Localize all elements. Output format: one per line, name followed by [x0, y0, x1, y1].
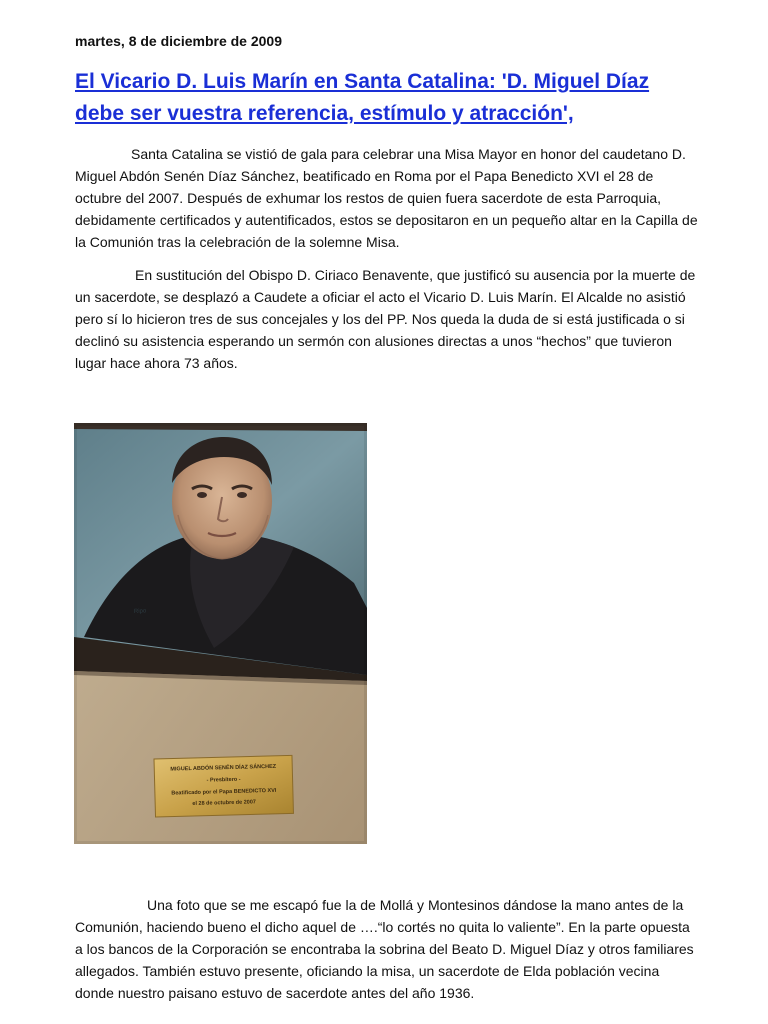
paragraph-3-text: Una foto que se me escapó fue la de Mollá y Montesinos dándose la mano antes de la Comunión, haciendo bueno el dicho aquel de ….“lo cortés no quita lo valiente”. En la parte opuesta a los bancos de la Corporación se encontraba la sobrina del Beato D. Miguel Díaz y otros familiares allegados. También estuvo presente, oficiando la misa, un sacerdote de Elda población vecina donde nuestro paisano estuvo de sacerdote antes del año 1936.	[75, 897, 694, 1001]
post-paragraph-2	[75, 264, 700, 374]
plaque-line-3: Beatificado por el Papa BENEDICTO XVI	[171, 787, 277, 797]
plaque	[154, 755, 293, 817]
post-paragraph-1	[75, 143, 700, 253]
plaque-line-4: el 28 de octubre de 2007	[192, 799, 257, 808]
portrait-photo-graphic	[74, 423, 367, 844]
post-paragraph-3	[75, 894, 700, 1004]
plaque-line-1: MIGUEL ABDÓN SENÉN DÍAZ SÁNCHEZ	[170, 763, 277, 773]
svg-text:Ripo: Ripo	[133, 608, 147, 615]
plaque-line-2: - Presbítero -	[206, 776, 241, 784]
post-date: martes, 8 de diciembre de 2009	[75, 33, 282, 49]
portrait-photo	[74, 423, 367, 844]
paragraph-1-text: Santa Catalina se vistió de gala para celebrar una Misa Mayor en honor del caudetano D. Miguel Abdón Senén Díaz Sánchez, beatificado en Roma por el Papa Benedicto XVI el 28 de octubre del 2007. Después de exhumar los restos de quien fuera sacerdote de esta Parroquia, debidamente certificados y autentificados, estos se depositaron en un pequeño altar en la Capilla de la Comunión tras la celebración de la solemne Misa.	[75, 146, 698, 250]
paragraph-2-text: En sustitución del Obispo D. Ciriaco Benavente, que justificó su ausencia por la muerte de un sacerdote, se desplazó a Caudete a oficiar el acto el Vicario D. Luis Marín. El Alcalde no asistió pero sí lo hicieron tres de sus concejales y los del PP. Nos queda la duda de si está justificada o si declinó su asistencia esperando un sermón con alusiones directas a unos “hechos” que tuvieron lugar hace ahora 73 años.	[75, 267, 696, 371]
post-title-link[interactable]: El Vicario D. Luis Marín en Santa Catalina: 'D. Miguel Díaz debe ser vuestra referencia, estímulo y atracción',	[75, 70, 650, 125]
